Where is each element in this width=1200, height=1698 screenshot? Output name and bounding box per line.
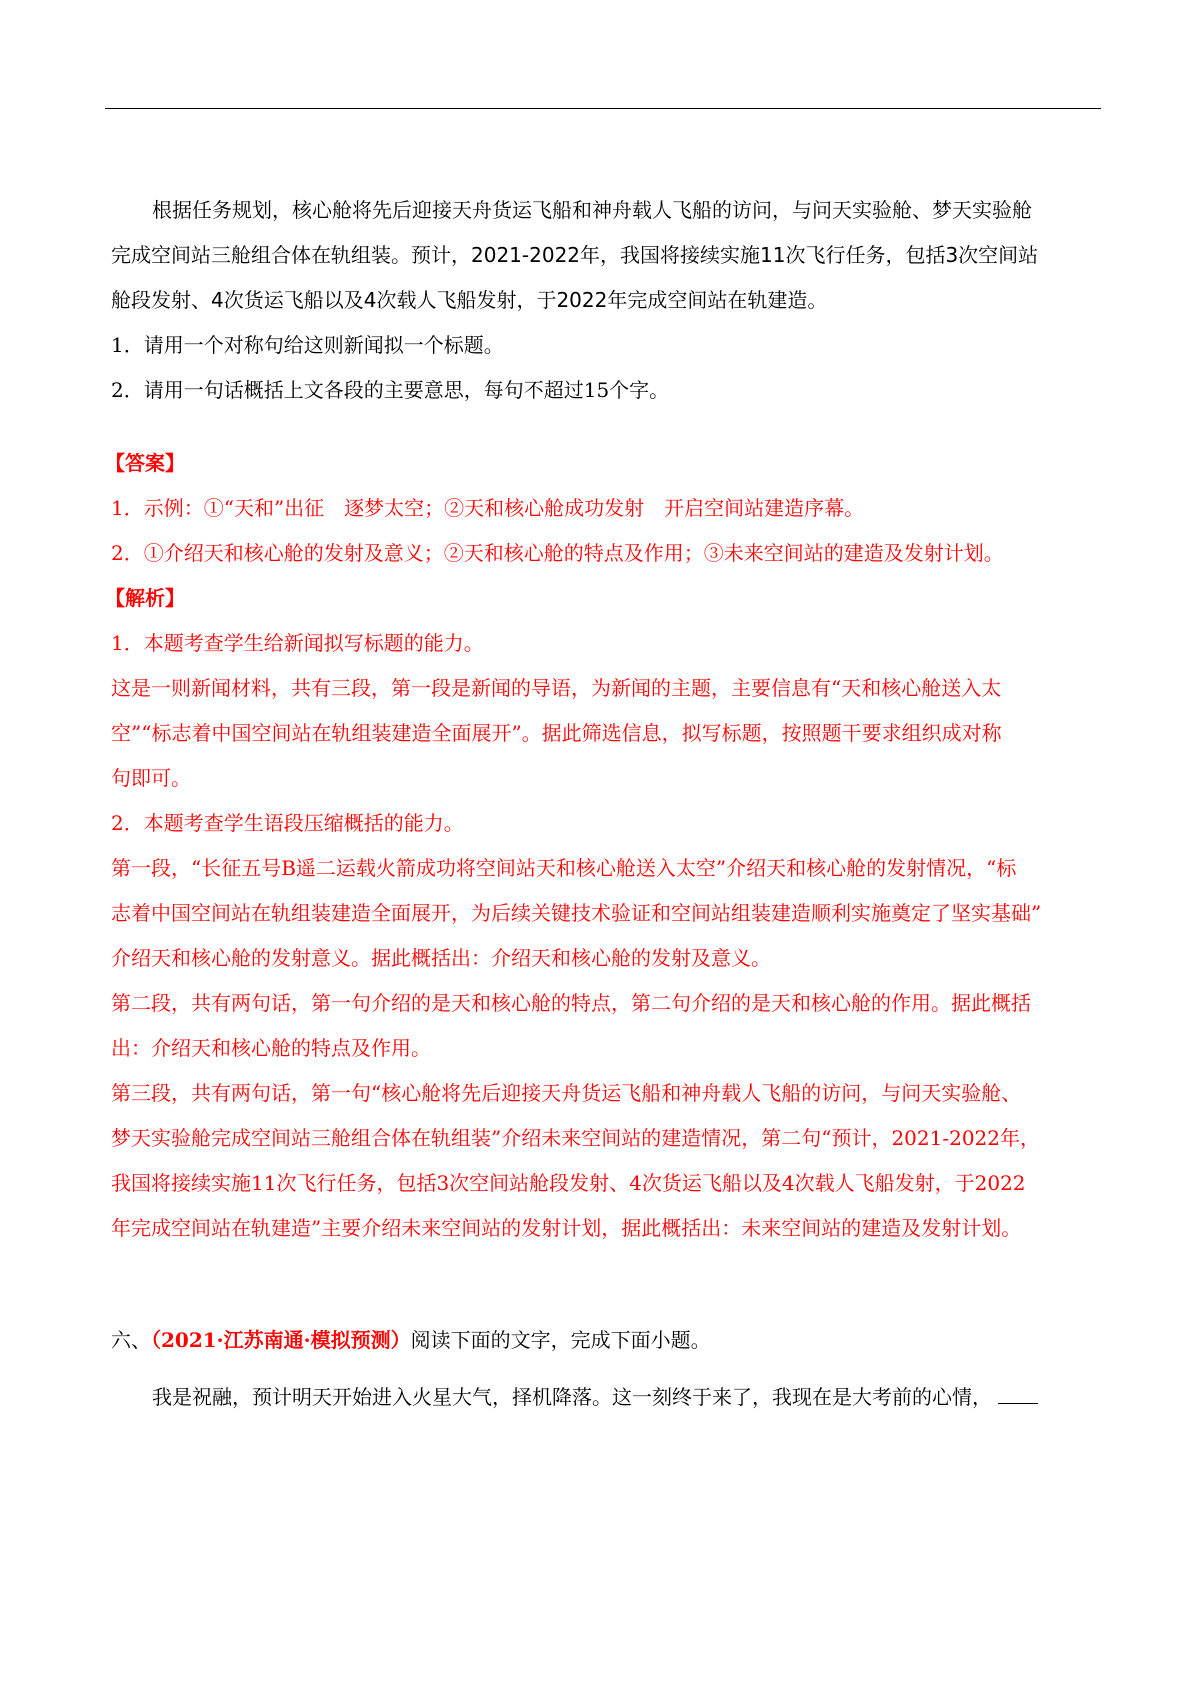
question-1: 1．请用一个对称句给这则新闻拟一个标题。 <box>111 333 504 357</box>
answer-1: 1．示例：①“天和”出征 逐梦太空；②天和核心舱成功发射 开启空间站建造序幕。 <box>111 496 865 520</box>
analysis-line: 这是一则新闻材料，共有三段，第一段是新闻的导语，为新闻的主题，主要信息有“天和核心舱送入太 <box>111 676 1002 700</box>
section-6-source: （2021·江苏南通·模拟预测） <box>151 1328 411 1352</box>
reading-para-line-1: 根据任务规划，核心舱将先后迎接天舟货运飞船和神舟载人飞船的访问，与问天实验舱、梦天实验舱 <box>152 198 1032 222</box>
section-6-first-line <box>111 1385 1038 1409</box>
analysis-line: 第二段，共有两句话，第一句介绍的是天和核心舱的特点，第二句介绍的是天和核心舱的作用。据此概括 <box>111 991 1031 1015</box>
analysis-line: 介绍天和核心舱的发射意义。据此概括出：介绍天和核心舱的发射及意义。 <box>111 946 771 970</box>
question-2: 2．请用一句话概括上文各段的主要意思，每句不超过15个字。 <box>111 378 670 402</box>
analysis-line: 2．本题考查学生语段压缩概括的能力。 <box>111 811 464 835</box>
section-6-text: 我是祝融，预计明天开始进入火星大气，择机降落。这一刻终于来了，我现在是大考前的心情， <box>152 1385 992 1409</box>
analysis-line: 年完成空间站在轨建造”主要介绍未来空间站的发射计划，据此概括出：未来空间站的建造及发射计划。 <box>111 1216 1022 1240</box>
analysis-line: 出：介绍天和核心舱的特点及作用。 <box>111 1036 431 1060</box>
answer-heading: 【答案】 <box>105 451 185 475</box>
analysis-line: 我国将接续实施11次飞行任务，包括3次空间站舱段发射、4次货运飞船以及4次载人飞船发射，于2022 <box>111 1171 1026 1195</box>
analysis-line: 志着中国空间站在轨组装建造全面展开，为后续关键技术验证和空间站组装建造顺利实施奠定了坚实基础” <box>111 901 1042 925</box>
answer-2: 2．①介绍天和核心舱的发射及意义；②天和核心舱的特点及作用；③未来空间站的建造及发射计划。 <box>111 541 1004 565</box>
analysis-heading: 【解析】 <box>105 586 185 610</box>
reading-para-line-2: 完成空间站三舱组合体在轨组装。预计，2021-2022年，我国将接续实施11次飞行任务，包括3次空间站 <box>111 243 1039 267</box>
analysis-line: 句即可。 <box>111 766 191 790</box>
analysis-line: 空”“标志着中国空间站在轨组装建造全面展开”。据此筛选信息，拟写标题，按照题干要求组织成对称 <box>111 721 1002 745</box>
analysis-line: 第一段，“长征五号B遥二运载火箭成功将空间站天和核心舱送入太空”介绍天和核心舱的发射情况，“标 <box>111 856 1017 880</box>
section-6-instruction: 阅读下面的文字，完成下面小题。 <box>410 1328 711 1352</box>
fill-in-blank <box>998 1385 1038 1404</box>
section-6-heading <box>111 1328 711 1352</box>
section-6-number: 六、 <box>111 1328 151 1352</box>
top-rule <box>105 108 1101 109</box>
analysis-line: 梦天实验舱完成空间站三舱组合体在轨组装”介绍未来空间站的建造情况，第二句“预计，2021-2022年， <box>111 1126 1041 1150</box>
reading-para-line-3: 舱段发射、4次货运飞船以及4次载人飞船发射，于2022年完成空间站在轨建造。 <box>111 288 828 312</box>
analysis-line: 1．本题考查学生给新闻拟写标题的能力。 <box>111 631 484 655</box>
analysis-line: 第三段，共有两句话，第一句“核心舱将先后迎接天舟货运飞船和神舟载人飞船的访问，与问天实验舱、 <box>111 1081 1022 1105</box>
